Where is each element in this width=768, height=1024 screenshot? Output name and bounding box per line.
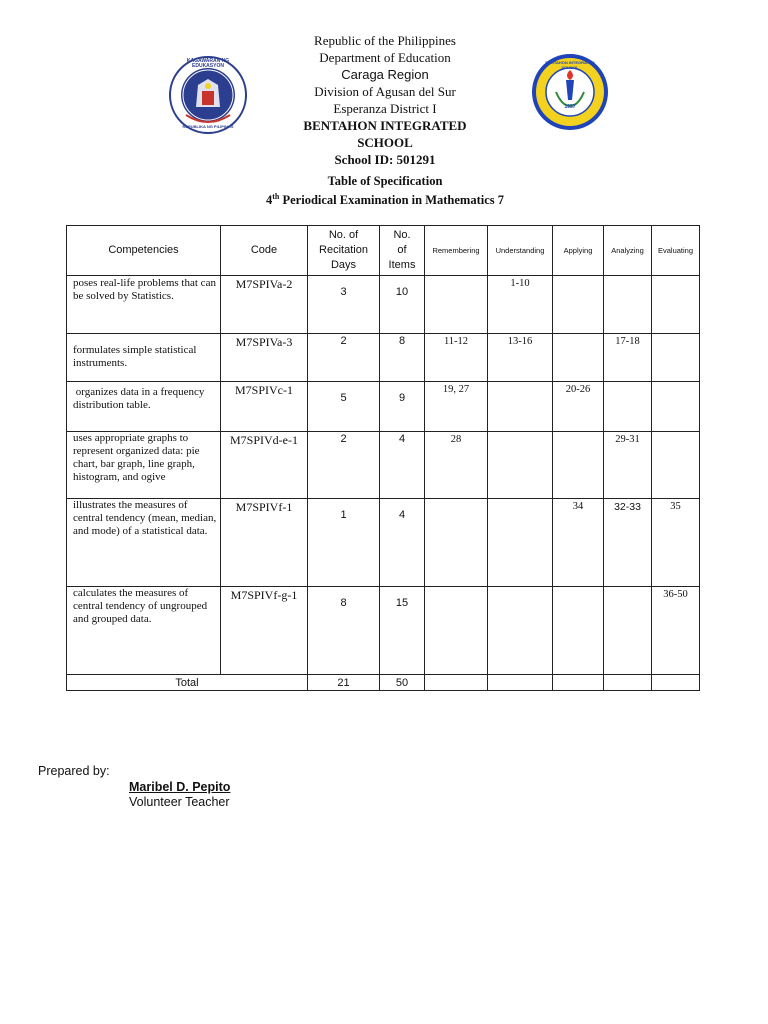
deped-seal-bottom-text: REPUBLIKA NG PILIPINAS [182, 124, 234, 129]
competency-cell: calculates the measures of central tendency of ungrouped and grouped data. [67, 587, 221, 675]
header-district: Esperanza District I [333, 101, 437, 116]
total-empty-cell [425, 675, 488, 691]
code-cell: M7SPIVd-e-1 [221, 432, 308, 499]
school-seal-ring-text: BENTAHON INTEGRATED SCHOOL [545, 60, 595, 70]
understanding-cell [488, 432, 553, 499]
table-row [67, 334, 700, 382]
understanding-cell: 13-16 [488, 334, 553, 382]
evaluating-cell [652, 334, 700, 382]
prepared-by-label: Prepared by: [38, 764, 110, 778]
remembering-cell [425, 587, 488, 675]
applying-cell [553, 334, 604, 382]
total-items: 50 [380, 675, 425, 691]
applying-cell: 34 [553, 499, 604, 587]
title-line-2 [170, 189, 600, 208]
competency-cell: poses real-life problems that can be solved by Statistics. [67, 276, 221, 334]
table-row [67, 587, 700, 675]
title-exam-name: Periodical Examination in Mathematics 7 [279, 193, 504, 208]
evaluating-cell [652, 382, 700, 432]
table-row [67, 276, 700, 334]
title-ordinal: 4 [265, 193, 273, 208]
items-cell: 8 [380, 334, 425, 382]
code-cell: M7SPIVf-1 [221, 499, 308, 587]
applying-cell [553, 432, 604, 499]
code-cell: M7SPIVf-g-1 [221, 587, 308, 675]
competency-cell: illustrates the measures of central tendency (mean, median, and mode) of a statistical data. [67, 499, 221, 587]
evaluating-cell: 36-50 [652, 587, 700, 675]
competency-cell: uses appropriate graphs to represent organized data: pie chart, bar graph, line graph, histogram, and ogive [67, 432, 221, 499]
school-seal-year: 1957 [564, 104, 576, 110]
header-applying: Applying [553, 226, 604, 276]
items-cell: 10 [380, 276, 425, 334]
competency-cell: formulates simple statistical instruments. [67, 334, 221, 382]
understanding-cell [488, 587, 553, 675]
evaluating-cell [652, 276, 700, 334]
header-analyzing: Analyzing [604, 226, 652, 276]
days-cell: 2 [308, 334, 380, 382]
remembering-cell [425, 499, 488, 587]
header-understanding: Understanding [488, 226, 553, 276]
header-division: Division of Agusan del Sur [314, 84, 456, 99]
applying-cell: 20-26 [553, 382, 604, 432]
header-department: Department of Education [319, 50, 451, 65]
signatory [129, 780, 230, 810]
items-cell: 9 [380, 382, 425, 432]
evaluating-cell [652, 432, 700, 499]
items-cell: 15 [380, 587, 425, 675]
header-school-id: School ID: 501291 [334, 152, 436, 167]
title-ordinal-sup: th [272, 192, 280, 201]
days-cell: 2 [308, 432, 380, 499]
signatory-role: Volunteer Teacher [129, 795, 230, 809]
code-cell: M7SPIVa-3 [221, 334, 308, 382]
header-recitation-days: No. of Recitation Days [308, 226, 380, 276]
analyzing-cell: 29-31 [604, 432, 652, 499]
total-row [67, 675, 700, 691]
days-cell: 5 [308, 382, 380, 432]
total-empty-cell [488, 675, 553, 691]
analyzing-cell [604, 382, 652, 432]
code-cell: M7SPIVa-2 [221, 276, 308, 334]
remembering-cell: 19, 27 [425, 382, 488, 432]
signatory-name: Maribel D. Pepito [129, 780, 231, 794]
header-school-name: BENTAHON INTEGRATED [303, 118, 467, 133]
total-days: 21 [308, 675, 380, 691]
total-empty-cell [652, 675, 700, 691]
table-row [67, 382, 700, 432]
table-header-row [67, 226, 700, 276]
specification-table [66, 225, 700, 691]
deped-seal-icon [168, 55, 248, 135]
total-empty-cell [553, 675, 604, 691]
items-cell: 4 [380, 432, 425, 499]
header-school-name-2: SCHOOL [357, 135, 413, 150]
header-republic: Republic of the Philippines [314, 33, 456, 48]
remembering-cell [425, 276, 488, 334]
understanding-cell [488, 382, 553, 432]
applying-cell [553, 276, 604, 334]
items-cell: 4 [380, 499, 425, 587]
evaluating-cell: 35 [652, 499, 700, 587]
code-cell: M7SPIVc-1 [221, 382, 308, 432]
analyzing-cell [604, 587, 652, 675]
deped-seal-top-text: KAGAWARAN NG EDUKASYON [186, 58, 230, 69]
table-row [67, 499, 700, 587]
header-region: Caraga Region [341, 67, 429, 82]
header-remembering: Remembering [425, 226, 488, 276]
header-evaluating: Evaluating [652, 226, 700, 276]
header-no-of-items: No. of Items [380, 226, 425, 276]
header-competencies: Competencies [67, 226, 221, 276]
competency-cell: organizes data in a frequency distribution table. [67, 382, 221, 432]
applying-cell [553, 587, 604, 675]
understanding-cell: 1-10 [488, 276, 553, 334]
analyzing-cell: 32-33 [604, 499, 652, 587]
analyzing-cell: 17-18 [604, 334, 652, 382]
remembering-cell: 28 [425, 432, 488, 499]
analyzing-cell [604, 276, 652, 334]
days-cell: 1 [308, 499, 380, 587]
days-cell: 8 [308, 587, 380, 675]
table-row [67, 432, 700, 499]
header-code: Code [221, 226, 308, 276]
total-label: Total [67, 675, 308, 691]
days-cell: 3 [308, 276, 380, 334]
understanding-cell [488, 499, 553, 587]
letterhead [250, 32, 520, 168]
document-title [170, 173, 600, 208]
title-line-1: Table of Specification [327, 174, 443, 188]
school-seal-icon [530, 52, 610, 132]
remembering-cell: 11-12 [425, 334, 488, 382]
total-empty-cell [604, 675, 652, 691]
